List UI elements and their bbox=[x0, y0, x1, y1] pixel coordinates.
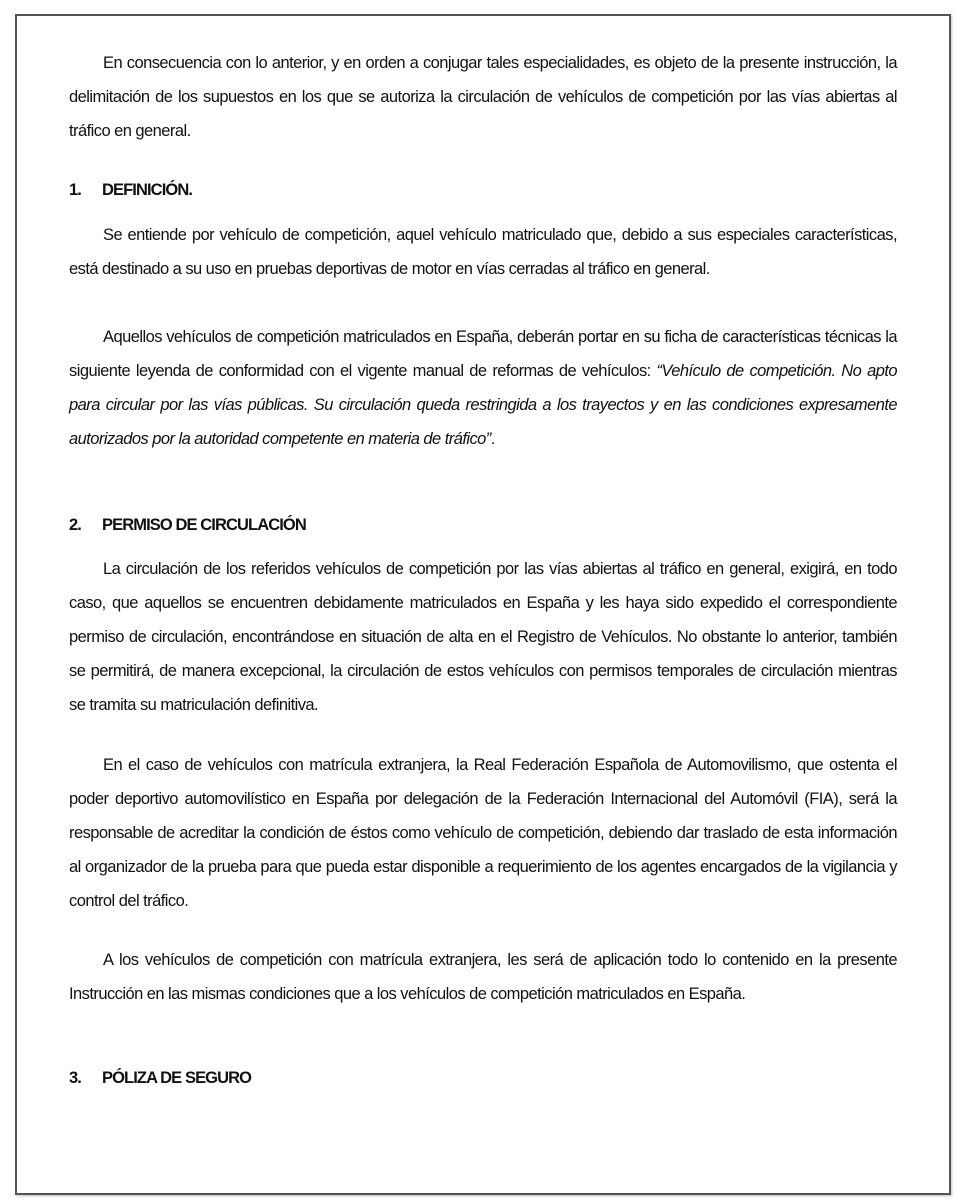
section-title: PERMISO DE CIRCULACIÓN bbox=[102, 516, 306, 534]
definition-paragraph-2: Aquellos vehículos de competición matriculados en España, deberán portar en su ficha de características técnicas la siguiente leyenda de conformidad con el vigente manual de reformas de vehículos: “Vehículo de competición. No apto para circular por las vías públicas. Su circulación queda restringida a los trayectos y en las condiciones expresamente autorizados por la autoridad competente en materia de tráfico”. bbox=[69, 328, 898, 448]
definition-paragraph-1: Se entiende por vehículo de competición, aquel vehículo matriculado que, debido a sus especiales características, está destinado a su uso en pruebas deportivas de motor en vías cerradas al tráfico en general. bbox=[69, 226, 897, 278]
permiso-paragraph-2: En el caso de vehículos con matrícula extranjera, la Real Federación Española de Automovilismo, que ostenta el poder deportivo automovilístico en España por delegación de la Federación Internacional del Automóvil (FIA), será la responsable de acreditar la condición de éstos como vehículo de competición, debiendo dar traslado de esta información al organizador de la prueba para que pueda estar disponible a requerimiento de los agentes encargados de la vigilancia y control del tráfico. bbox=[69, 756, 897, 910]
legend-quote: “Vehículo de competición. No apto para circular por las vías públicas. Su circulación queda restringida a los trayectos y en las condiciones expresamente autorizados por la autoridad competente en materia de tráfico” bbox=[69, 362, 898, 448]
section-heading-definicion bbox=[69, 178, 192, 202]
section-number: 1. bbox=[69, 181, 81, 199]
section-heading-poliza bbox=[69, 1066, 251, 1090]
section-number: 3. bbox=[69, 1069, 81, 1087]
section-title: DEFINICIÓN. bbox=[102, 181, 193, 199]
intro-paragraph: En consecuencia con lo anterior, y en orden a conjugar tales especialidades, es objeto de la presente instrucción, la delimitación de los supuestos en los que se autoriza la circulación de vehículos de competición por las vías abiertas al tráfico en general. bbox=[69, 54, 897, 140]
section-number: 2. bbox=[69, 516, 81, 534]
permiso-paragraph-1: La circulación de los referidos vehículos de competición por las vías abiertas al tráfico en general, exigirá, en todo caso, que aquellos se encuentren debidamente matriculados en España y les haya sido expedido el correspondiente permiso de circulación, encontrándose en situación de alta en el Registro de Vehículos. No obstante lo anterior, también se permitirá, de manera excepcional, la circulación de estos vehículos con permisos temporales de circulación mientras se tramita su matriculación definitiva. bbox=[69, 560, 897, 714]
section-heading-permiso bbox=[69, 513, 306, 537]
permiso-paragraph-3: A los vehículos de competición con matrícula extranjera, les será de aplicación todo lo contenido en la presente Instrucción en las mismas condiciones que a los vehículos de competición matriculados en España. bbox=[69, 951, 897, 1003]
document-page bbox=[15, 14, 951, 1195]
section-title: PÓLIZA DE SEGURO bbox=[102, 1069, 252, 1087]
